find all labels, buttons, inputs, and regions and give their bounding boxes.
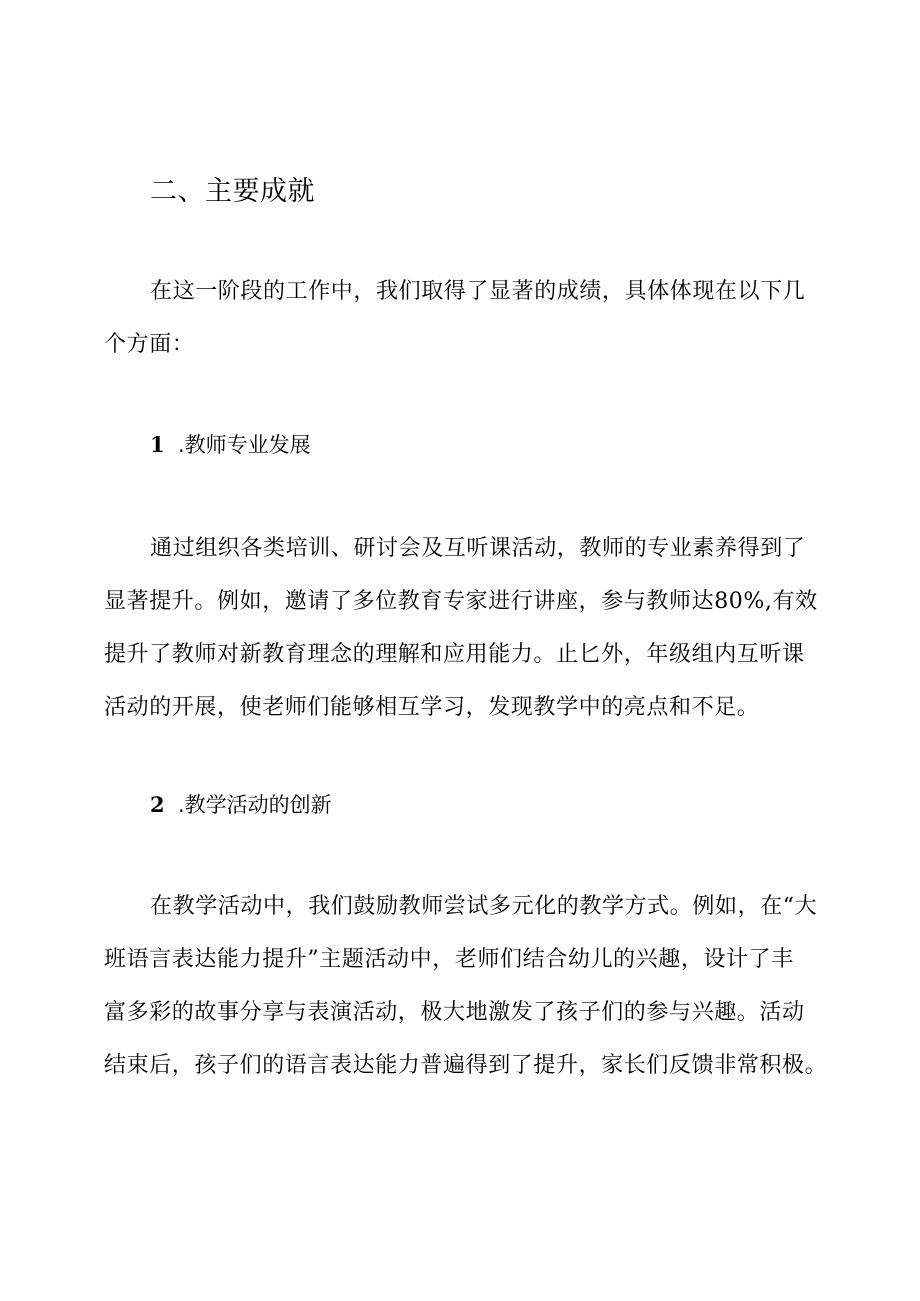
item-2-number: 2 (150, 792, 165, 817)
item-1-line: 提升了教师对新教育理念的理解和应用能力。止匕外，年级组内互听课 (104, 642, 805, 667)
item-2-title: .教学活动的创新 (178, 793, 332, 817)
item-2-line: 富多彩的故事分享与表演活动，极大地激发了孩子们的参与兴趣。活动 (104, 1000, 805, 1025)
item-2-heading (150, 785, 332, 825)
intro-line: 在这一阶段的工作中，我们取得了显著的成绩，具体体现在以下几 (150, 279, 806, 304)
intro-line: 个方面： (104, 332, 195, 357)
item-1-heading (150, 425, 311, 465)
section-heading: 二、主要成就 (150, 176, 315, 207)
item-2-paragraph (104, 880, 844, 1092)
item-2-line: 结束后，孩子们的语言表达能力普遍得到了提升，家长们反馈非常积极。 (104, 1053, 828, 1078)
item-2-line: 班语言表达能力提升”主题活动中，老师们结合幼儿的兴趣，设计了丰 (104, 947, 794, 972)
item-1-line: 活动的开展，使老师们能够相互学习，发现教学中的亮点和不足。 (104, 695, 760, 720)
item-1-line: 显著提升。例如，邀请了多位教育专家进行讲座，参与教师达80%,有效 (104, 589, 818, 614)
intro-paragraph (104, 265, 844, 371)
item-1-title: .教师专业发展 (178, 433, 311, 457)
item-1-line: 通过组织各类培训、研讨会及互听课活动，教师的专业素养得到了 (150, 536, 806, 561)
item-1-paragraph (104, 522, 844, 734)
item-2-line: 在教学活动中，我们鼓励教师尝试多元化的教学方式。例如，在“大 (150, 894, 818, 919)
item-1-number: 1 (150, 432, 165, 457)
